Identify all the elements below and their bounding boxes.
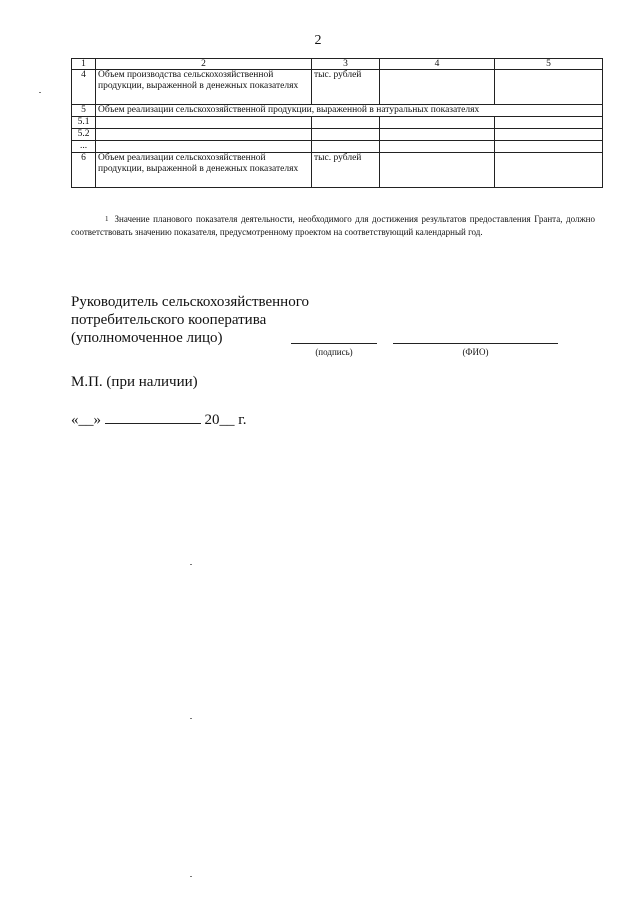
column-header: 5 (495, 59, 603, 70)
date-year-suffix: г. (238, 412, 247, 428)
indicator-name (96, 117, 312, 129)
table-row (72, 70, 603, 105)
table-row (72, 153, 603, 188)
table-header-row (72, 59, 603, 70)
value-cell (380, 117, 495, 129)
row-number: 5.1 (72, 117, 96, 129)
full-name-caption: (ФИО) (462, 347, 489, 357)
indicator-name (96, 141, 312, 153)
table-row (72, 141, 603, 153)
value-cell (380, 70, 495, 105)
unit-cell: тыс. рублей (312, 70, 380, 105)
row-number: 4 (72, 70, 96, 105)
date-year-prefix: 20 (204, 412, 220, 428)
table-row (72, 129, 603, 141)
date-open-quote: « (71, 412, 79, 428)
stamp-placeholder: М.П. (при наличии) (71, 374, 198, 390)
scan-speck (190, 876, 192, 877)
column-header: 3 (312, 59, 380, 70)
signer-title-line: Руководитель сельскохозяйственного (71, 294, 309, 310)
row-number: ... (72, 141, 96, 153)
signature-line (291, 343, 377, 344)
unit-cell (312, 129, 380, 141)
value-cell (380, 129, 495, 141)
signature-caption: (подпись) (315, 347, 353, 357)
scan-speck (39, 92, 41, 93)
indicator-name: Объем реализации сельскохозяйственной продукции, выраженной в денежных показателях (96, 153, 312, 188)
date-line (71, 411, 246, 429)
date-close-quote: » (93, 412, 101, 428)
scan-speck (190, 564, 192, 565)
indicator-name: Объем производства сельскохозяйственной продукции, выраженной в денежных показателях (96, 70, 312, 105)
indicators-table (71, 58, 603, 188)
footnote-text: Значение планового показателя деятельности, необходимого для достижения результатов предоставления Гранта, должно соответствовать значению показателя, предусмотренному проектом на соответствующий календарный год. (71, 214, 595, 237)
signer-title-line: (уполномоченное лицо) (71, 330, 223, 346)
row-number: 6 (72, 153, 96, 188)
date-year-blank: __ (219, 412, 235, 428)
column-header: 4 (380, 59, 495, 70)
page-number: 2 (314, 33, 322, 48)
value-cell (495, 117, 603, 129)
signer-title-line: потребительского кооператива (71, 312, 267, 328)
date-day-blank: __ (78, 412, 94, 428)
value-cell (495, 153, 603, 188)
column-header: 1 (72, 59, 96, 70)
footnote (71, 213, 595, 239)
full-name-line (393, 343, 558, 344)
signer-block (71, 293, 309, 347)
value-cell (495, 70, 603, 105)
unit-cell (312, 117, 380, 129)
row-number: 5 (72, 105, 96, 117)
unit-cell (312, 141, 380, 153)
value-cell (380, 153, 495, 188)
scan-speck (190, 718, 192, 719)
indicator-name: Объем реализации сельскохозяйственной продукции, выраженной в натуральных показателях (96, 105, 603, 117)
table-row (72, 117, 603, 129)
footnote-marker: 1 (105, 215, 109, 223)
row-number: 5.2 (72, 129, 96, 141)
indicator-name (96, 129, 312, 141)
value-cell (495, 141, 603, 153)
value-cell (495, 129, 603, 141)
date-month-blank (105, 411, 201, 424)
unit-cell: тыс. рублей (312, 153, 380, 188)
table-row (72, 105, 603, 117)
value-cell (380, 141, 495, 153)
column-header: 2 (96, 59, 312, 70)
